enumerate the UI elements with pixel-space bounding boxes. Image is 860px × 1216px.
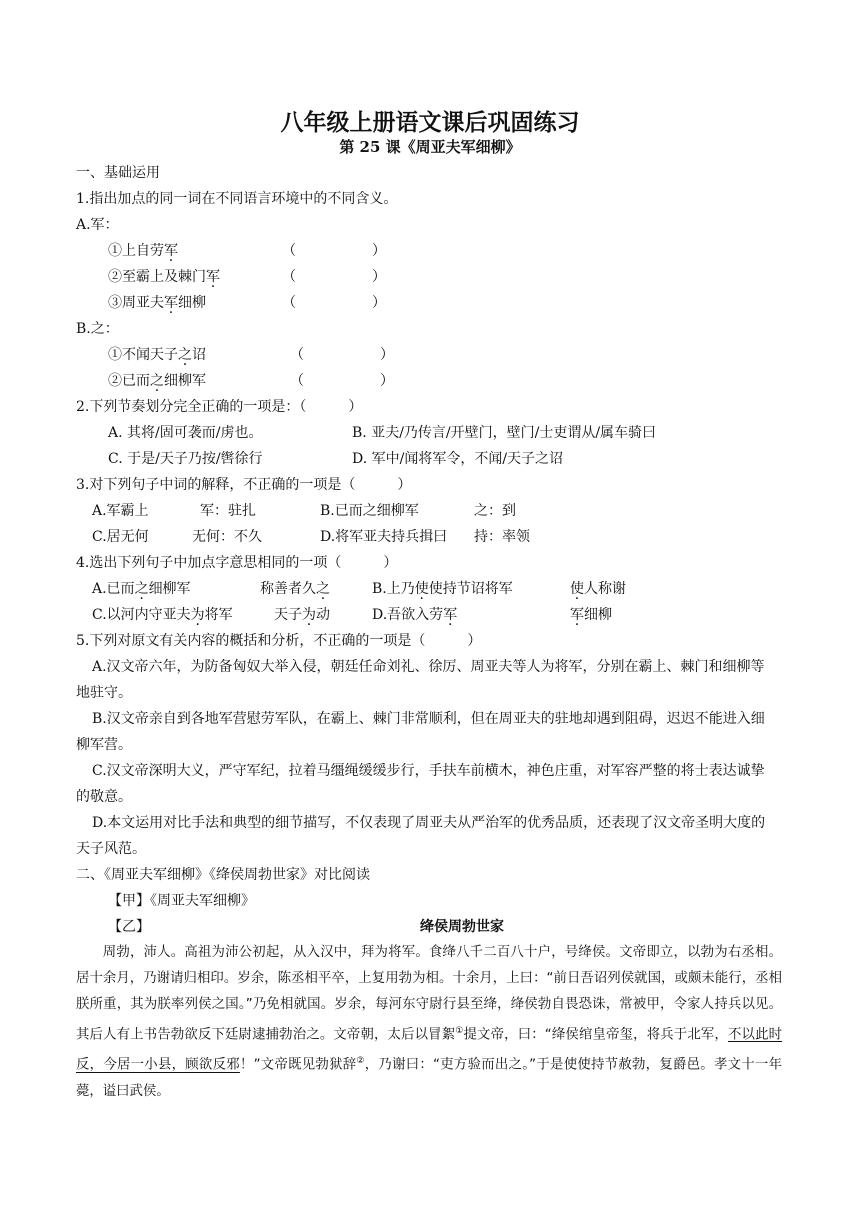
page-title: 八年级上册语文课后巩固练习 — [280, 110, 580, 136]
underlined-sentence: 不以此时反，今居一小县，顾欲反邪 — [76, 1027, 783, 1073]
q1-stem: 1.指出加点的同一词在不同语言环境中的不同含义。 — [76, 191, 398, 207]
q3-option-d-sentence[interactable]: D.将军亚夫持兵揖曰 — [320, 529, 448, 545]
q3-option-d-gloss: 持：率领 — [474, 529, 530, 545]
q4-option-a-first[interactable]: A.已而之细柳军 — [92, 581, 191, 597]
q4-option-d-first[interactable]: D.吾欲入劳军 — [372, 607, 458, 623]
q3-option-b-sentence[interactable]: B.已而之细柳军 — [320, 503, 419, 519]
q5-option-d[interactable]: D.本文运用对比手法和典型的细节描写，不仅表现了周亚夫从严治军的优秀品质，还表现了汉文帝圣明大度的天子风范。 — [76, 815, 766, 857]
section-2-heading: 二、《周亚夫军细柳》《绛侯周勃世家》对比阅读 — [76, 867, 370, 883]
q2-option-a[interactable]: A. 其将/固可袭而/虏也。 — [108, 425, 263, 441]
answer-blank[interactable]: （ ） — [282, 243, 386, 259]
section-1-heading: 一、基础运用 — [76, 165, 160, 181]
emphasis-dot-char: 军 — [164, 243, 178, 259]
q1-a1: ①上自劳军 — [108, 243, 178, 259]
passage-yi-title: 绛侯周勃世家 — [420, 919, 504, 935]
emphasis-dot-char: 之 — [178, 347, 192, 363]
passage-jia-label: 【甲】《周亚夫军细柳》 — [108, 893, 255, 909]
emphasis-dot-char: 军 — [570, 607, 584, 623]
page-subtitle: 第 25 课《周亚夫军细柳》 — [339, 138, 521, 156]
q1-a2: ②至霸上及棘门军 — [108, 269, 220, 285]
answer-blank[interactable]: （ ） — [282, 295, 386, 311]
q5-option-c[interactable]: C.汉文帝深明大义，严守军纪，拉着马缰绳缓缓步行，手扶车前横木，神色庄重，对军容严整的将士表达诚挚的敬意。 — [76, 763, 765, 805]
emphasis-dot-char: 为 — [190, 607, 205, 623]
emphasis-dot-char: 军 — [443, 607, 458, 623]
emphasis-dot-char: 军 — [164, 295, 178, 311]
q1-b2: ②已而之细柳军 — [108, 373, 206, 389]
q1-group-a-label: A.军： — [76, 217, 119, 233]
answer-blank[interactable]: （ ） — [290, 347, 394, 363]
q3-option-a-gloss: 军：驻扎 — [200, 503, 256, 519]
q4-stem: 4.选出下列句子中加点字意思相同的一项（ ） — [76, 555, 398, 571]
q4-option-c-first[interactable]: C.以河内守亚夫为将军 — [92, 607, 233, 623]
q3-stem: 3.对下列句子中词的解释，不正确的一项是（ ） — [76, 477, 412, 493]
q3-option-a-sentence[interactable]: A.军霸上 — [92, 503, 149, 519]
q4-option-c-second: 天子为动 — [274, 607, 330, 623]
emphasis-dot-char: 之 — [316, 581, 330, 597]
emphasis-dot-char: 军 — [206, 269, 220, 285]
q4-option-b-second: 使人称谢 — [570, 581, 626, 597]
q2-option-c[interactable]: C. 于是/天子乃按/辔徐行 — [108, 451, 263, 467]
emphasis-dot-char: 使 — [570, 581, 584, 597]
q4-option-a-second: 称善者久之 — [260, 581, 330, 597]
emphasis-dot-char: 之 — [150, 373, 164, 389]
q4-option-b-first[interactable]: B.上乃使使持节诏将军 — [372, 581, 513, 597]
q3-option-c-sentence[interactable]: C.居无何 — [92, 529, 149, 545]
footnote-marker: ① — [455, 1026, 464, 1036]
answer-blank[interactable]: （ ） — [282, 269, 386, 285]
passage-yi-label: 【乙】 — [108, 919, 150, 935]
answer-blank[interactable]: （ ） — [290, 373, 394, 389]
emphasis-dot-char: 之 — [134, 581, 149, 597]
q1-group-b-label: B.之： — [76, 321, 119, 337]
footnote-marker: ② — [356, 1056, 365, 1067]
q2-option-d[interactable]: D. 军中/闻将军令，不闻/天子之诏 — [352, 451, 564, 467]
q3-option-c-gloss: 无何：不久 — [192, 529, 262, 545]
q5-option-a[interactable]: A.汉文帝六年，为防备匈奴大举入侵，朝廷任命刘礼、徐厉、周亚夫等人为将军，分别在霸上、棘门和细柳等地驻守。 — [76, 659, 765, 701]
emphasis-dot-char: 使 — [414, 581, 429, 597]
q3-option-b-gloss: 之：到 — [474, 503, 516, 519]
q5-stem: 5.下列对原文有关内容的概括和分析，不正确的一项是（ ） — [76, 633, 482, 649]
q1-b1: ①不闻天子之诏 — [108, 347, 206, 363]
passage-yi-body: 周勃，沛人。高祖为沛公初起，从入汉中，拜为将军。食绛八千二百八十户，号绛侯。文帝即立，以勃为右丞相。居十余月，乃谢请归相印。岁余，陈丞相平卒，上复用勃为相。十余月，上曰：“前日吾诏列侯就国，或颇未能行，丞相朕所重，其为朕率列侯之国。”乃免相就国。岁余，每河东守尉行县至绛，绛侯勃自畏恐诛，常被甲，令家人持兵以见。其后人有上书告勃欲反下廷尉逮捕勃治之。文帝朝，太后以冒絮①提文帝，曰：“绛侯绾皇帝玺，将兵于北军，不以此时反，今居一小县，顾欲反邪！”文帝既见勃狱辞②，乃谢曰：“吏方验而出之。”于是使使持节赦勃，复爵邑。孝文十一年薨，谥曰武侯。 — [76, 945, 783, 1099]
emphasis-dot-char: 为 — [302, 607, 316, 623]
q2-stem: 2.下列节奏划分完全正确的一项是：（ ） — [76, 399, 363, 415]
q4-option-d-second: 军细柳 — [570, 607, 612, 623]
q1-a3: ③周亚夫军细柳 — [108, 295, 206, 311]
q2-option-b[interactable]: B. 亚夫/乃传言/开壁门，壁门/士吏谓从/属车骑曰 — [352, 425, 657, 441]
q5-option-b[interactable]: B.汉文帝亲自到各地军营慰劳军队，在霸上、棘门非常顺利，但在周亚夫的驻地却遇到阻碍，迟迟不能进入细柳军营。 — [76, 711, 765, 753]
